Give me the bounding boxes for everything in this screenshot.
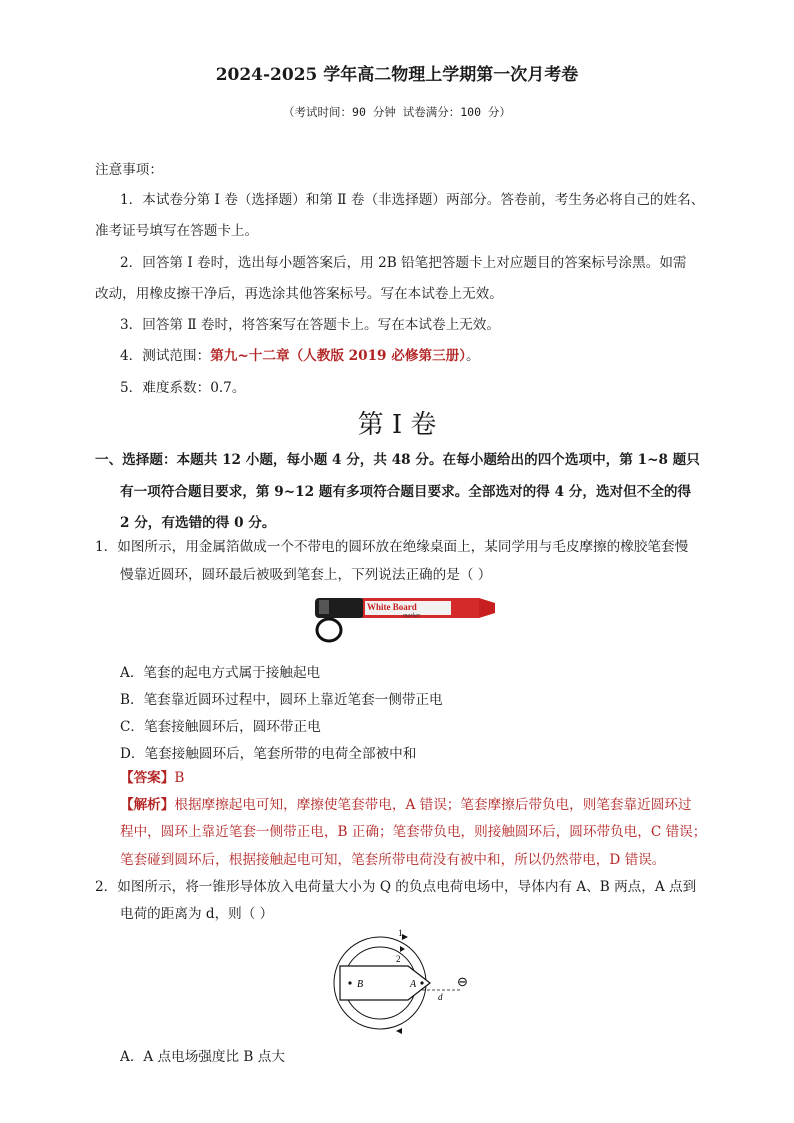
analysis-label: 【解析】 bbox=[120, 797, 175, 813]
label-b: B bbox=[357, 979, 364, 990]
q1-option-b: B．笔套靠近圆环过程中，圆环上靠近笔套一侧带正电 bbox=[120, 692, 443, 708]
note-3: 3．回答第 Ⅱ 卷时，将答案写在答题卡上。写在本试卷上无效。 bbox=[120, 317, 500, 333]
section-intro-line-2: 有一项符合题目要求，第 9~12 题有多项符合题目要求。全部选对的得 4 分，选对但不全的得 bbox=[120, 484, 692, 500]
point-b-dot bbox=[348, 981, 351, 984]
marker-cap-clip bbox=[319, 600, 329, 614]
label-a: A bbox=[410, 979, 417, 990]
marker-end bbox=[479, 598, 495, 618]
q1-stem-line-2: 慢靠近圆环，圆环最后被吸到笔套上，下列说法正确的是（ ） bbox=[120, 567, 492, 583]
exam-info: （考试时间：90 分钟 试卷满分：100 分） bbox=[283, 105, 511, 119]
cone-conductor-figure bbox=[330, 928, 475, 1038]
metal-ring bbox=[317, 619, 341, 641]
note-2-line-2: 改动，用橡皮擦干净后，再选涂其他答案标号。写在本试卷上无效。 bbox=[95, 286, 503, 302]
q1-analysis-line-3: 笔套碰到圆环后，根据接触起电可知，笔套所带电荷没有被中和，所以仍然带电，D 错误。 bbox=[120, 852, 666, 868]
section-title: 第 I 卷 bbox=[357, 410, 437, 440]
arrow-3-icon bbox=[396, 1028, 402, 1034]
note-5: 5．难度系数：0.7。 bbox=[120, 380, 246, 396]
analysis-text-1: 根据摩擦起电可知，摩擦使笔套带电，A 错误；笔套摩擦后带负电，则笔套靠近圆环过 bbox=[174, 797, 692, 813]
note-1-line-1: 1．本试卷分第 I 卷（选择题）和第 Ⅱ 卷（非选择题）两部分。答卷前，考生务必将自己的姓名、 bbox=[120, 192, 705, 208]
note-4-prefix: 4．测试范围： bbox=[120, 348, 211, 364]
note-2-line-1: 2．回答第 I 卷时，选出每小题答案后，用 2B 铅笔把答题卡上对应题目的答案标号涂黑。如需 bbox=[120, 255, 687, 271]
cone-conductor bbox=[340, 966, 430, 1000]
q1-analysis-line-2: 程中，圆环上靠近笔套一侧带正电，B 正确；笔套带负电，则接触圆环后，圆环带负电，C 错误； bbox=[120, 824, 707, 840]
page-title: 2024-2025 学年高二物理上学期第一次月考卷 bbox=[215, 65, 579, 85]
note-4-range: 第九~十二章（人教版 2019 必修第三册） bbox=[210, 348, 467, 364]
arrow-1-icon bbox=[402, 934, 408, 940]
negative-charge-icon: ⊖ bbox=[457, 974, 468, 989]
marker-figure bbox=[305, 590, 505, 650]
note-4-suffix: 。 bbox=[466, 348, 480, 364]
q1-stem-line-1: 1．如图所示，用金属箔做成一个不带电的圆环放在绝缘桌面上，某同学用与毛皮摩擦的橡胶笔套慢 bbox=[95, 539, 689, 555]
q2-stem-line-2: 电荷的距离为 d，则（ ） bbox=[120, 906, 274, 922]
label-d: d bbox=[438, 992, 443, 1002]
section-intro-line-1: 一、选择题：本题共 12 小题，每小题 4 分，共 48 分。在每小题给出的四个选项中，第 1~8 题只 bbox=[95, 452, 700, 468]
q1-option-d: D．笔套接触圆环后，笔套所带的电荷全部被中和 bbox=[120, 746, 417, 762]
answer-value: B bbox=[174, 770, 185, 786]
q2-stem-line-1: 2．如图所示，将一锥形导体放入电荷量大小为 Q 的负点电荷电场中，导体内有 A、B 两点，A 点到 bbox=[95, 879, 697, 895]
label-line-1: 1 bbox=[398, 928, 403, 938]
q1-option-c: C．笔套接触圆环后，圆环带正电 bbox=[120, 719, 321, 735]
point-a-dot bbox=[420, 981, 423, 984]
notes-heading: 注意事项： bbox=[95, 162, 163, 178]
note-4 bbox=[120, 346, 480, 366]
arrow-2-icon bbox=[400, 946, 405, 952]
note-1-line-2: 准考证号填写在答题卡上。 bbox=[95, 223, 259, 239]
q1-option-a: A．笔套的起电方式属于接触起电 bbox=[120, 665, 321, 681]
marker-brand: White Board bbox=[367, 602, 417, 612]
answer-label: 【答案】 bbox=[120, 770, 175, 786]
marker-sub: marker bbox=[403, 613, 421, 619]
label-line-2: 2 bbox=[396, 954, 401, 964]
q1-answer bbox=[120, 768, 184, 788]
section-intro-line-3: 2 分，有选错的得 0 分。 bbox=[120, 515, 276, 531]
q1-analysis-line-1 bbox=[120, 795, 691, 815]
q2-option-a: A．A 点电场强度比 B 点大 bbox=[120, 1049, 285, 1065]
